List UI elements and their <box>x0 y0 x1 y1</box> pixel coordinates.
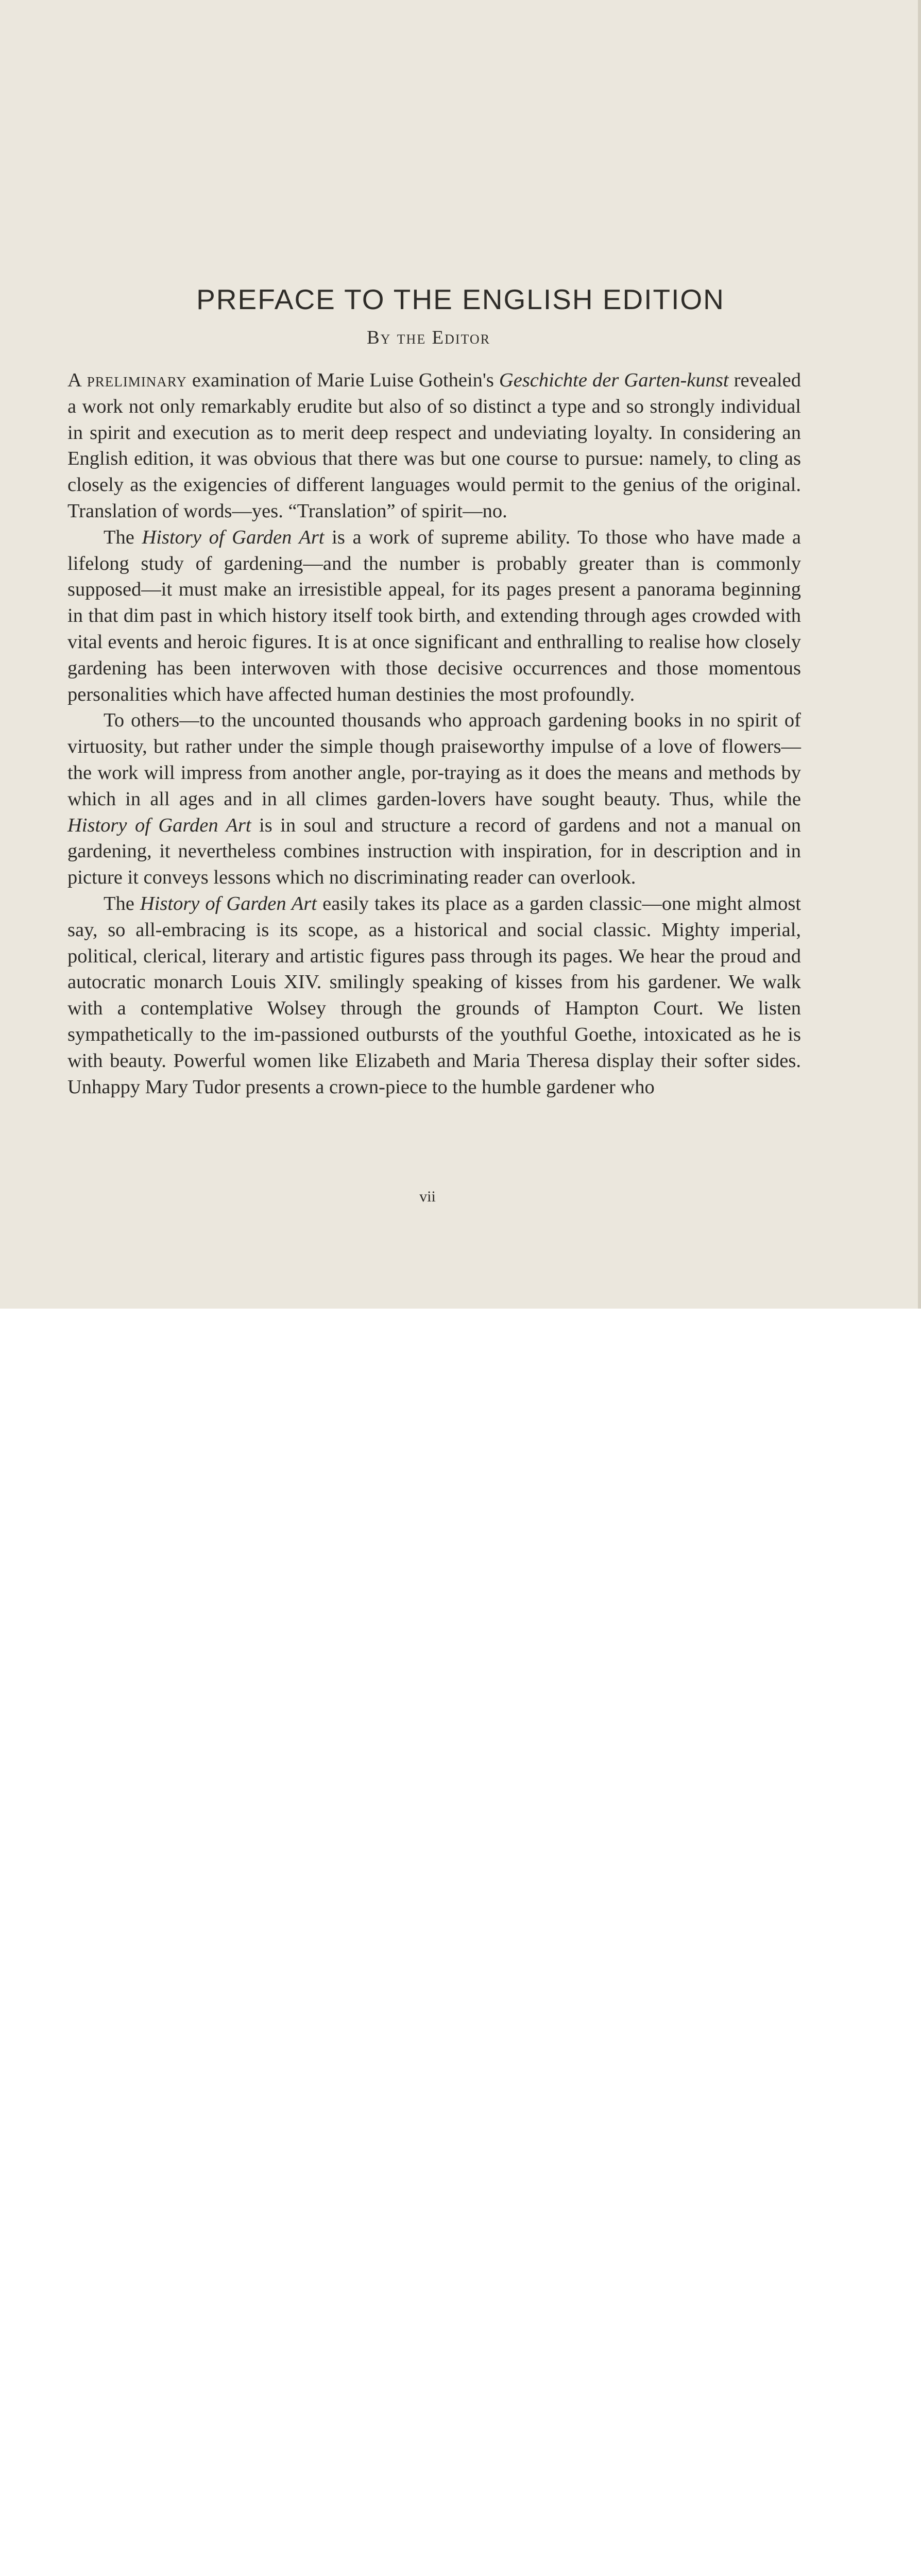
paragraph <box>67 707 801 891</box>
page-number: vii <box>419 1188 436 1205</box>
paragraph-text: is in soul and structure a record of gardens and not a manual on gardening, it nevertheless combines instruction with inspiration, for in description and in picture it conveys lessons which no discriminating reader can overlook. <box>67 814 801 889</box>
page-title: PREFACE TO THE ENGLISH EDITION <box>196 283 725 315</box>
paragraph-text: To others—to the uncounted thousands who approach gardening books in no spirit of virtuosity, but rather under the simple though praiseworthy impulse of a love of flowers—the work will impress from another angle, por-traying as it does the means and methods by which in all ages and in all climes garden-lovers have sought beauty. Thus, while the <box>67 709 801 810</box>
paragraph-lead: A preliminary <box>67 369 187 391</box>
paragraph-text: The <box>104 526 142 548</box>
paragraph-text: is a work of supreme ability. To those who have made a lifelong study of gardening—and the number is probably greater than is commonly supposed—it must make an irresistible appeal, for its pages present a panorama beginning in that dim past in which history itself took birth, and extending through ages crowded with vital events and heroic figures. It is at once significant and enthralling to realise how closely gardening has been interwoven with those decisive occurrences and those momentous personalities which have affected human destinies the most profoundly. <box>67 526 801 705</box>
paragraph-text: revealed a work not only remarkably erudite but also of so distinct a type and so strongly individual in spirit and execution as to merit deep respect and undeviating loyalty. In considering an English edition, it was obvious that there was but one course to pursue: namely, to cling as closely as the exigencies of different languages would permit to the genius of the original. Translation of words—yes. “Translation” of spirit—no. <box>67 369 801 522</box>
paragraph <box>67 367 801 524</box>
book-title-italic: History of Garden Art <box>142 526 325 548</box>
book-title-italic: History of Garden Art <box>67 814 251 836</box>
paragraph-text: examination of Marie Luise Gothein's <box>186 369 499 391</box>
footer <box>0 1309 921 1398</box>
page-edge <box>918 0 921 1309</box>
paragraph <box>67 891 801 1100</box>
paragraph-text: The <box>104 892 140 914</box>
book-title-italic: Geschichte der Garten-kunst <box>499 369 729 391</box>
paragraph-text: easily takes its place as a garden classic—one might almost say, so all-embracing is its scope, as a historical and social classic. Mighty imperial, political, clerical, literary and artistic figures pass through its pages. We hear the proud and autocratic monarch Louis XIV. smilingly speaking of kisses from his gardener. We walk with a contemplative Wolsey through the grounds of Hampton Court. We listen sympathetically to the im-passioned outbursts of the youthful Goethe, intoxicated as he is with beauty. Powerful women like Elizabeth and Maria Theresa display their softer sides. Unhappy Mary Tudor presents a crown-piece to the humble gardener who <box>67 892 801 1098</box>
preface-body <box>67 367 801 1100</box>
byline: By the Editor <box>366 327 491 348</box>
book-title-italic: History of Garden Art <box>140 892 317 914</box>
paragraph <box>67 524 801 708</box>
